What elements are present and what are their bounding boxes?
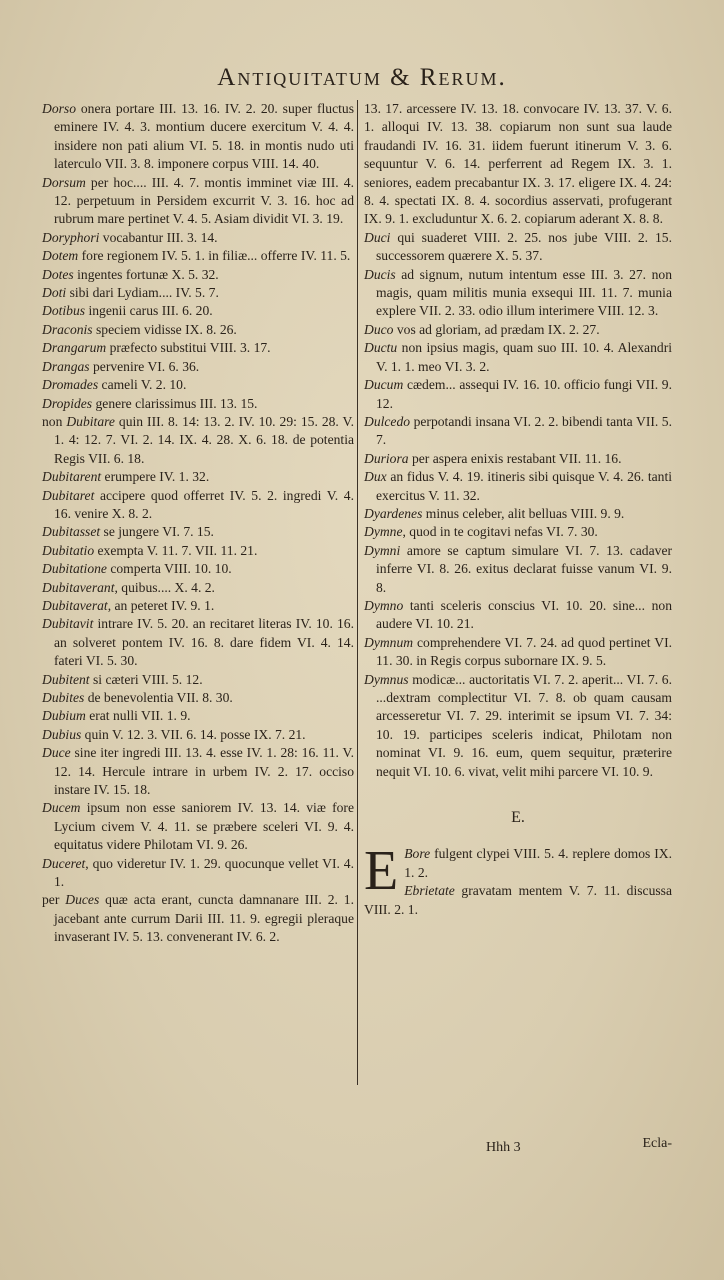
index-entry (364, 100, 672, 229)
index-entry (42, 523, 354, 541)
entry-text: , quod in te cogitavi nefas VI. 7. 30. (402, 524, 598, 540)
entry-text: cædem... assequi IV. 16. 10. officio fungi VII. 9. 12. (376, 377, 672, 411)
entry-text: ipsum non esse saniorem IV. 13. 14. viæ fore Lycium civem V. 4. 11. se præbere sceleri VI. 9. 4. equitatus videre Philotam VI. 9. 26. (54, 800, 354, 853)
entry-headword: Ducem (42, 800, 81, 816)
entry-headword: Duce (42, 745, 71, 761)
index-entry (42, 100, 354, 174)
entry-text: minus celeber, alit belluas VIII. 9. 9. (422, 505, 625, 521)
index-entry (42, 744, 354, 799)
entry-text: gravatam mentem V. 7. 11. discussa VIII. 2. 1. (364, 883, 672, 917)
entry-headword: Dymni (364, 542, 401, 558)
index-entry (42, 671, 354, 689)
index-entry (364, 450, 672, 468)
index-entry (42, 174, 354, 229)
entry-text: per hoc.... III. 4. 7. montis imminet viæ III. 4. 12. perpetuum in Persidem excurrit V. 3. 16. hoc ad rubrum mare pertinet V. 4. 5. Asiam dividit VI. 3. 19. (54, 174, 354, 227)
entry-headword: Dulcedo (364, 413, 411, 429)
entry-text: 13. 17. arcessere IV. 13. 18. convocare IV. 13. 37. V. 6. 1. alloqui IV. 13. 38. copiarum non sunt sua laude fraudandi IV. 16. 31. iidem fuerunt itinerum V. 3. 6. sequuntur V. 6. 14. perferrent ad Regem IX. 3. 1. seniores, eadem precabantur IX. 3. 17. eligere IX. 4. 24: 8. 4. spectati IX. 8. 4. socordius asservati, profugerant IX. 9. 1. excluduntur X. 6. 2. copiarum aderant X. 8. 8. (364, 101, 672, 227)
index-entry (42, 376, 354, 394)
index-entry (42, 247, 354, 265)
index-entry (42, 579, 354, 597)
entry-headword: Duceret (42, 855, 86, 871)
entry-headword: Duci (364, 229, 391, 245)
entry-text: tanti sceleris conscius VI. 10. 20. sine... non audere VI. 10. 21. (376, 597, 672, 632)
entry-text: se jungere VI. 7. 15. (100, 524, 214, 540)
index-entry (42, 689, 354, 707)
index-entry (42, 339, 354, 357)
entry-text: accipere quod offerret IV. 5. 2. ingredi V. 4. 16. venire X. 8. 2. (54, 487, 354, 521)
entry-text: si cæteri VIII. 5. 12. (89, 671, 203, 687)
entry-text: modicæ... auctoritatis VI. 7. 2. aperit... VI. 7. 6. ...dextram complectitur VI. 7. 8. ob quam causam arcesseretur VI. 7. 29. interimit se ipsum VI. 7. 34: 10. 19. participes sceleris indicat, Philotam non nominat VI. 9. 16. eum, quem sequitur, præterire nequit VI. 10. 6. vivat, velit mihi parcere VI. 10. 9. (376, 671, 672, 779)
entry-headword: Dubitaverat (42, 597, 108, 613)
index-entry (364, 229, 672, 266)
entry-text: comprehendere VI. 7. 24. ad quod pertinet VI. 11. 30. in Regis corpus subornare IX. 9. 5. (376, 634, 672, 669)
index-entry (42, 266, 354, 284)
index-entry (42, 413, 354, 468)
entry-text: sibi dari Lydiam.... IV. 5. 7. (66, 285, 219, 301)
entry-headword: Dubitent (42, 671, 90, 687)
entry-text: , quibus.... X. 4. 2. (114, 579, 215, 595)
drop-cap: E (364, 840, 399, 903)
entry-text: fore regionem IV. 5. 1. in filiæ... offerre IV. 11. 5. (78, 248, 351, 264)
entry-text: erat nulli VII. 1. 9. (85, 708, 191, 724)
index-entry (42, 321, 354, 339)
entry-text: qui suaderet VIII. 2. 25. nos jube VIII. 2. 15. successorem quærere X. 5. 37. (376, 229, 672, 264)
entry-headword: Ebrietate (404, 883, 455, 899)
entry-headword: Dyardenes (364, 505, 423, 521)
entry-headword: Duces (65, 892, 100, 908)
entry-headword: Dropides (42, 395, 93, 411)
entry-headword: Dromades (42, 377, 99, 393)
entry-text: exempta V. 11. 7. VII. 11. 21. (94, 542, 258, 558)
entry-headword: Dotibus (42, 303, 86, 319)
section-letter: E. (511, 809, 525, 827)
running-head: Antiquitatum & Rerum. (217, 64, 507, 91)
entry-text: quin V. 12. 3. VII. 6. 14. posse IX. 7. 21. (81, 726, 306, 742)
entry-headword: Duco (364, 321, 394, 337)
entry-headword: Dubitare (66, 413, 115, 429)
entry-headword: Dymne (364, 524, 403, 540)
entry-text: genere clarissimus III. 13. 15. (92, 395, 258, 411)
entry-headword: Dotes (42, 266, 74, 282)
entry-headword: Dotem (42, 248, 79, 264)
entry-text: erumpere IV. 1. 32. (101, 469, 210, 485)
entry-text: perpotandi insana VI. 2. 2. bibendi tanta VII. 5. 7. (376, 413, 672, 448)
entry-headword: Dubium (42, 708, 86, 724)
e-section-entries (364, 840, 672, 919)
entry-headword: Dorsum (42, 174, 86, 190)
entry-headword: Duriora (364, 450, 409, 466)
entry-headword: Dymnum (364, 634, 414, 650)
entry-text: quæ acta erant, cuncta damnanare III. 2. 1. jacebant ante currum Darii III. 11. 9. egregii pleraque invaserant IV. 5. 13. convenerant IV. 6. 2. (54, 892, 354, 945)
entry-headword: Dubitatio (42, 542, 95, 558)
index-entry (42, 542, 354, 560)
entry-headword: Draconis (42, 321, 93, 337)
right-column (364, 100, 672, 919)
entry-headword: Dubitaverant (42, 579, 115, 595)
entry-text: quin III. 8. 14: 13. 2. IV. 10. 29: 15. 28. V. 1. 4: 12. 7. VI. 2. 14. IX. 4. 28. X. 6. 18. de potentia Regis VII. 6. 18. (54, 413, 354, 466)
entry-text: , an peteret IV. 9. 1. (107, 597, 215, 613)
index-entry (364, 468, 672, 505)
index-entry (42, 891, 354, 946)
entry-headword: Ductu (364, 340, 398, 356)
entry-text: ingenii carus III. 6. 20. (85, 303, 213, 319)
entry-text: vocabantur III. 3. 14. (99, 229, 218, 245)
entry-headword: Drangas (42, 358, 90, 374)
index-entry (364, 597, 672, 634)
index-entry (42, 707, 354, 725)
entry-headword: Ducis (364, 266, 396, 282)
index-entry (364, 376, 672, 413)
index-entry (42, 358, 354, 376)
entry-headword: Bore (404, 846, 431, 862)
left-column (42, 100, 354, 947)
entry-text: onera portare III. 13. 16. IV. 2. 20. super fluctus eminere IV. 4. 3. montium ducere exercitum V. 4. 4. insidere non pati alium VI. 5. 18. in montis nudo uti laterculo VII. 3. 8. imponere corpus VIII. 14. 40. (54, 101, 354, 172)
index-entry (42, 597, 354, 615)
entry-headword: Dubites (42, 690, 85, 705)
index-entry (364, 634, 672, 671)
entry-text: , quo videretur IV. 1. 29. quocunque vellet VI. 4. 1. (54, 855, 354, 890)
index-entry (42, 615, 354, 670)
entry-headword: Drangarum (42, 340, 107, 356)
entry-headword: Dubitaret (42, 487, 95, 503)
column-divider (357, 100, 358, 1085)
index-entry (364, 266, 672, 321)
entry-text: sine iter ingredi III. 13. 4. esse IV. 1. 28: 16. 11. V. 12. 14. Hercule intrare in urbem IV. 2. 17. occiso instare IV. 15. 18. (54, 745, 354, 798)
entry-text: amore se captum simulare VI. 7. 13. cadaver inferre VI. 8. 26. exitus declarat fuisse vanum VI. 9. 8. (376, 542, 672, 595)
entry-text: ad signum, nutum intentum esse III. 3. 27. non magis, quam militis munia exsequi III. 11. 7. munia explere VII. 2. 33. odio illum interimere VIII. 12. 3. (376, 266, 672, 319)
index-entry (364, 523, 672, 541)
entry-text: an fidus V. 4. 19. itineris sibi quisque V. 4. 26. tanti exercitus V. 11. 32. (376, 469, 672, 503)
entry-text: comperta VIII. 10. 10. (106, 561, 232, 577)
entry-text: speciem vidisse IX. 8. 26. (92, 321, 237, 337)
index-entry (42, 395, 354, 413)
entry-text: fulgent clypei VIII. 5. 4. replere domos IX. 1. 2. (404, 846, 672, 880)
entry-text: intrare IV. 5. 20. an recitaret literas IV. 10. 16. an solveret pontem IV. 16. 8. dare fidem VI. 4. 14. fateri VI. 5. 30. (54, 616, 354, 669)
index-entry (364, 505, 672, 523)
entry-headword: Dubitasset (42, 524, 101, 540)
entry-headword: Dubius (42, 726, 82, 742)
index-entry (42, 229, 354, 247)
entry-text: vos ad gloriam, ad prædam IX. 2. 27. (393, 321, 600, 337)
index-entry (364, 339, 672, 376)
index-entry (364, 542, 672, 597)
entry-headword: Dymnus (364, 671, 409, 687)
index-entry (42, 302, 354, 320)
entry-text: pervenire VI. 6. 36. (89, 358, 200, 374)
index-entry (42, 560, 354, 578)
entry-headword: Ducum (364, 377, 404, 393)
entry-headword: Dorso (42, 101, 76, 116)
index-entry (364, 882, 672, 919)
catchword: Ecla- (642, 1136, 672, 1151)
entry-headword: Dymno (364, 597, 404, 613)
index-entry (42, 284, 354, 302)
entry-headword: Doryphori (42, 229, 100, 245)
index-entry (42, 726, 354, 744)
index-entry (42, 799, 354, 854)
entry-headword: Dubitatione (42, 561, 107, 577)
entry-text: per aspera enixis restabant VII. 11. 16. (408, 450, 622, 466)
index-entry (42, 487, 354, 524)
right-column-entries (364, 100, 672, 781)
index-entry (364, 671, 672, 781)
index-entry (42, 855, 354, 892)
entry-text: cameli V. 2. 10. (98, 377, 187, 393)
entry-headword: Dubitavit (42, 616, 94, 632)
entry-prefix: non (42, 413, 67, 429)
entry-headword: Dux (364, 469, 387, 485)
entry-text: non ipsius magis, quam suo III. 10. 4. Alexandri V. 1. 1. meo VI. 3. 2. (376, 340, 672, 374)
entry-text: de benevolentia VII. 8. 30. (84, 690, 233, 705)
index-entry (364, 321, 672, 339)
entry-text: præfecto substitui VIII. 3. 17. (106, 340, 271, 356)
entry-text: ingentes fortunæ X. 5. 32. (73, 266, 219, 282)
signature-mark: Hhh 3 (486, 1140, 521, 1155)
index-entry (42, 468, 354, 486)
entry-prefix: per (42, 892, 66, 908)
entry-headword: Doti (42, 285, 67, 301)
index-entry (364, 413, 672, 450)
entry-headword: Dubitarent (42, 469, 102, 485)
